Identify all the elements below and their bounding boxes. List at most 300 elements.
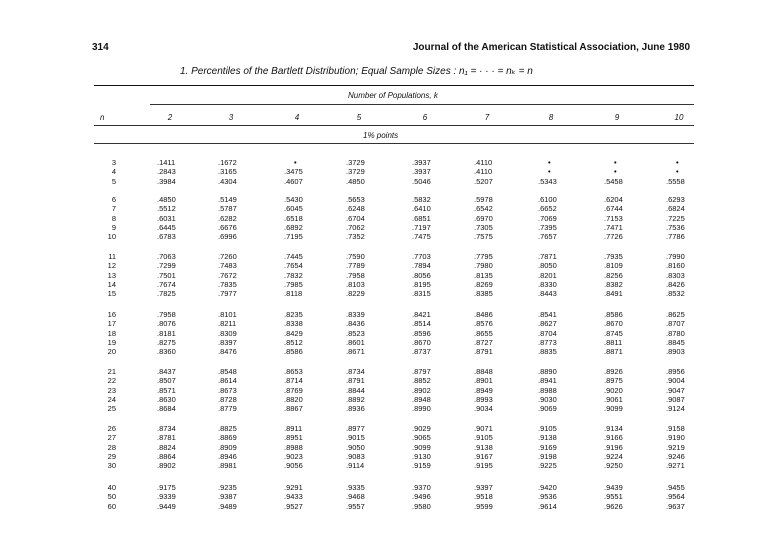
table-cell: .8704 [538,328,557,338]
table-cell: .8734 [346,367,365,376]
table-cell: .8670 [412,337,431,347]
table-cell: .8103 [346,279,365,289]
table-cell: .6744 [604,204,623,214]
table-cell: .8056 [412,270,431,280]
table-cell: .8181 [157,328,176,338]
table-cell: .7069 [538,213,557,223]
table-cell: .8791 [346,376,365,386]
table-cell: .7825 [157,289,176,299]
table-cell: .9225 [538,461,557,471]
table-cell: .8385 [474,289,493,299]
column-header-k-4: 4 [294,113,300,122]
table-cell: .8975 [604,376,623,386]
table-cell: .3984 [157,176,176,186]
table-cell: .9029 [412,424,431,433]
table-cell: .8596 [412,328,431,338]
superheader-rule [150,104,694,105]
table-cell: .7726 [604,232,623,242]
table-cell: .6282 [218,213,237,223]
table-cell: .8781 [157,433,176,443]
row-n-label: 8 [111,213,116,223]
column-header-k-10: 10 [674,113,684,122]
table-cell: .6410 [412,204,431,214]
table-cell: .9056 [284,461,303,471]
table-cell: .9557 [346,501,365,511]
table-cell: .5978 [474,195,493,204]
table-cell: .8824 [157,442,176,452]
table-cell: • [676,167,679,177]
table-cell: .8845 [666,337,685,347]
table-cell: .9030 [538,394,557,404]
table-cell: .8956 [666,367,685,376]
row-n-label: 18 [107,328,116,338]
section-subheader: 1% points [363,131,399,140]
table-cell: .8523 [346,328,365,338]
table-cell: .8476 [218,347,237,357]
row-n-label: 20 [107,347,116,357]
table-cell: .7471 [604,222,623,232]
table-caption: 1. Percentiles of the Bartlett Distribution; Equal Sample Sizes : n₁ = · · · = nₖ = n [180,66,533,77]
table-cell: .9050 [346,442,365,452]
table-cell: .8507 [157,376,176,386]
table-cell: .9020 [604,385,623,395]
table-cell: .9496 [412,492,431,502]
table-cell: .8988 [284,442,303,452]
table-cell: .9166 [604,433,623,443]
table-cell: .8993 [474,394,493,404]
table-cell: .9518 [474,492,493,502]
table-cell: .2843 [157,167,176,177]
table-cell: .7674 [157,279,176,289]
table-cell: .9370 [412,483,431,492]
table-cell: .9564 [666,492,685,502]
table-cell: .9099 [412,442,431,452]
table-cell: .9614 [538,501,557,511]
table-cell: .8655 [474,328,493,338]
table-cell: .9004 [666,376,685,386]
table-cell: .9291 [284,483,303,492]
table-cell: .7195 [284,232,303,242]
table-cell: .8135 [474,270,493,280]
table-cell: .5512 [157,204,176,214]
row-n-label: 10 [107,232,116,242]
table-cell: .8684 [157,404,176,414]
table-cell: .8949 [474,385,493,395]
table-cell: .8601 [346,337,365,347]
table-cell: .6100 [538,195,557,204]
table-cell: .6518 [284,213,303,223]
table-cell: .8541 [538,310,557,319]
table-cell: .9335 [346,483,365,492]
row-n-label: 17 [107,319,116,329]
table-cell: .9420 [538,483,557,492]
table-cell: .8714 [284,376,303,386]
table-cell: .5832 [412,195,431,204]
table-cell: .5343 [538,176,557,186]
table-cell: .8437 [157,367,176,376]
table-cell: .9130 [412,451,431,461]
table-cell: .8773 [538,337,557,347]
table-cell: • [548,167,551,177]
table-cell: .8769 [284,385,303,395]
table-cell: .9071 [474,424,493,433]
table-cell: .8848 [474,367,493,376]
table-top-rule [94,85,694,86]
column-header-k-8: 8 [548,113,554,122]
table-cell: .3937 [412,167,431,177]
table-cell: .6204 [604,195,623,204]
table-cell: .7590 [346,252,365,261]
table-cell: .8614 [218,376,237,386]
table-cell: .8576 [474,319,493,329]
table-cell: .8653 [284,367,303,376]
table-cell: .8360 [157,347,176,357]
row-n-label: 50 [107,492,116,502]
table-cell: .3729 [346,167,365,177]
table-cell: .7894 [412,261,431,271]
table-cell: .8890 [538,367,557,376]
table-cell: .9489 [218,501,237,511]
table-cell: .9449 [157,501,176,511]
table-cell: .8779 [218,404,237,414]
table-cell: .9626 [604,501,623,511]
table-cell: .9536 [538,492,557,502]
table-cell: .9047 [666,385,685,395]
table-cell: .3729 [346,158,365,167]
table-cell: .4110 [474,167,493,177]
row-n-label: 19 [107,337,116,347]
table-cell: .8852 [412,376,431,386]
table-cell: .8797 [412,367,431,376]
table-cell: .7260 [218,252,237,261]
table-cell: .5653 [346,195,365,204]
table-cell: .8926 [604,367,623,376]
table-cell: .7977 [218,289,237,299]
table-cell: .8421 [412,310,431,319]
row-n-label: 12 [107,261,116,271]
table-cell: .7958 [157,310,176,319]
table-cell: .7395 [538,222,557,232]
table-cell: .7445 [284,252,303,261]
table-cell: .9061 [604,394,623,404]
table-cell: .9250 [604,461,623,471]
table-cell: .8867 [284,404,303,414]
table-cell: .9069 [538,404,557,414]
table-cell: .8338 [284,319,303,329]
row-n-label: 15 [107,289,116,299]
table-cell: .6704 [346,213,365,223]
table-cell: .5207 [474,176,493,186]
table-cell: .8871 [604,347,623,357]
table-cell: .7835 [218,279,237,289]
table-cell: .6824 [666,204,685,214]
table-cell: .8728 [218,394,237,404]
table-cell: .7672 [218,270,237,280]
row-n-label: 16 [107,310,116,319]
table-cell: .8201 [538,270,557,280]
table-cell: .8050 [538,261,557,271]
table-cell: .4850 [346,176,365,186]
table-cell: .7990 [666,252,685,261]
table-cell: .7654 [284,261,303,271]
table-cell: .6293 [666,195,685,204]
table-cell: .7352 [346,232,365,242]
table-cell: .5149 [218,195,237,204]
table-cell: .8977 [346,424,365,433]
table-cell: .9134 [604,424,623,433]
table-cell: .9159 [412,461,431,471]
table-cell: .9034 [474,404,493,414]
table-cell: .8309 [218,328,237,338]
row-n-label: 22 [107,376,116,386]
table-cell: .9175 [157,483,176,492]
table-cell: .8745 [604,328,623,338]
table-cell: .7935 [604,252,623,261]
table-cell: .8229 [346,289,365,299]
column-header-k-5: 5 [356,113,362,122]
table-cell: .9599 [474,501,493,511]
table-cell: .8911 [284,424,303,433]
table-cell: .8835 [538,347,557,357]
table-cell: .8727 [474,337,493,347]
table-cell: .8707 [666,319,685,329]
page-number: 314 [92,42,109,53]
table-cell: .5558 [666,176,685,186]
table-cell: .9439 [604,483,623,492]
table-cell: .9580 [412,501,431,511]
table-cell: .9433 [284,492,303,502]
table-cell: .3165 [218,167,237,177]
column-header-k-9: 9 [614,113,620,122]
table-cell: .8256 [604,270,623,280]
table-cell: .8864 [157,451,176,461]
table-cell: .8397 [218,337,237,347]
table-cell: .7789 [346,261,365,271]
table-cell: .8303 [666,270,685,280]
table-cell: .5458 [604,176,623,186]
table-cell: .9015 [346,433,365,443]
table-cell: .5430 [284,195,303,204]
table-cell: .9114 [346,461,365,471]
table-cell: .8514 [412,319,431,329]
table-cell: .9387 [218,492,237,502]
table-cell: .9105 [538,424,557,433]
table-cell: .5046 [412,176,431,186]
table-cell: .8671 [346,347,365,357]
table-cell: .9397 [474,483,493,492]
table-cell: .7958 [346,270,365,280]
table-cell: .7501 [157,270,176,280]
table-cell: .7575 [474,232,493,242]
table-cell: .8820 [284,394,303,404]
table-cell: .8936 [346,404,365,414]
subheader-rule [94,143,694,144]
table-cell: • [614,167,617,177]
table-cell: .8426 [666,279,685,289]
row-n-label: 40 [107,483,116,492]
column-superheader: Number of Populations, k [348,91,438,100]
table-cell: .9195 [474,461,493,471]
table-cell: .9138 [538,433,557,443]
table-cell: .8988 [538,385,557,395]
table-cell: .8946 [218,451,237,461]
row-n-label: 5 [111,176,116,186]
row-n-label: 23 [107,385,116,395]
table-cell: .7197 [412,222,431,232]
n-column-header: n [100,113,105,122]
table-cell: .8734 [157,424,176,433]
table-cell: .7795 [474,252,493,261]
table-cell: .8118 [284,289,303,299]
table-cell: .8269 [474,279,493,289]
row-n-label: 26 [107,424,116,433]
table-cell: .8990 [412,404,431,414]
table-cell: .9271 [666,461,685,471]
table-cell: .9158 [666,424,685,433]
table-cell: .6996 [218,232,237,242]
table-cell: .8486 [474,310,493,319]
table-cell: .7703 [412,252,431,261]
table-cell: .9224 [604,451,623,461]
table-cell: .9551 [604,492,623,502]
row-n-label: 3 [111,158,116,167]
table-cell: .8315 [412,289,431,299]
table-cell: .7871 [538,252,557,261]
table-cell: .9196 [604,442,623,452]
table-cell: .8902 [412,385,431,395]
row-n-label: 13 [107,270,116,280]
row-n-label: 24 [107,394,116,404]
table-cell: .9527 [284,501,303,511]
table-cell: .9468 [346,492,365,502]
table-cell: .8780 [666,328,685,338]
table-cell: .8586 [604,310,623,319]
table-cell: .8382 [604,279,623,289]
row-n-label: 29 [107,451,116,461]
row-n-label: 14 [107,279,116,289]
table-cell: .6783 [157,232,176,242]
table-cell: .6676 [218,222,237,232]
table-cell: .9455 [666,483,685,492]
row-n-label: 60 [107,501,116,511]
table-cell: .9167 [474,451,493,461]
table-cell: .8109 [604,261,623,271]
table-cell: .1411 [157,158,176,167]
table-cell: .7657 [538,232,557,242]
table-cell: .6031 [157,213,176,223]
table-cell: .8951 [284,433,303,443]
table-cell: .8339 [346,310,365,319]
table-cell: .8101 [218,310,237,319]
table-cell: .8791 [474,347,493,357]
table-cell: .7299 [157,261,176,271]
table-cell: .4850 [157,195,176,204]
table-cell: .6045 [284,204,303,214]
table-cell: .8981 [218,461,237,471]
table-cell: .8941 [538,376,557,386]
table-cell: .7980 [474,261,493,271]
table-cell: .9246 [666,451,685,461]
table-cell: .8586 [284,347,303,357]
table-cell: .8901 [474,376,493,386]
table-cell: .7832 [284,270,303,280]
table-cell: .9087 [666,394,685,404]
table-cell: .8491 [604,289,623,299]
table-cell: .8429 [284,328,303,338]
table-cell: .8275 [157,337,176,347]
table-cell: .8211 [218,319,237,329]
table-cell: .7305 [474,222,493,232]
table-cell: .9637 [666,501,685,511]
row-n-label: 30 [107,461,116,471]
table-cell: .7153 [604,213,623,223]
table-cell: .6970 [474,213,493,223]
table-cell: .9023 [284,451,303,461]
table-cell: .1672 [218,158,237,167]
table-cell: .8436 [346,319,365,329]
table-cell: .8571 [157,385,176,395]
header-bottom-rule [94,125,694,126]
table-cell: .8443 [538,289,557,299]
table-cell: .8532 [666,289,685,299]
row-n-label: 21 [107,367,116,376]
table-cell: .8673 [218,385,237,395]
table-cell: .7536 [666,222,685,232]
table-cell: .8948 [412,394,431,404]
column-header-k-3: 3 [228,113,234,122]
table-cell: .8869 [218,433,237,443]
column-header-k-2: 2 [167,113,173,122]
table-cell: .9190 [666,433,685,443]
table-cell: .8825 [218,424,237,433]
table-cell: .6542 [474,204,493,214]
table-cell: .6445 [157,222,176,232]
table-cell: .9105 [474,433,493,443]
table-cell: .4304 [218,176,237,186]
table-cell: .8235 [284,310,303,319]
table-cell: .8548 [218,367,237,376]
table-cell: .9124 [666,404,685,414]
row-n-label: 6 [111,195,116,204]
table-cell: .9198 [538,451,557,461]
column-header-k-7: 7 [484,113,490,122]
table-cell: .7483 [218,261,237,271]
table-cell: .8811 [604,337,623,347]
table-cell: .8625 [666,310,685,319]
table-cell: .6892 [284,222,303,232]
table-cell: .9219 [666,442,685,452]
column-header-k-6: 6 [422,113,428,122]
table-cell: • [294,158,297,167]
table-cell: .8909 [218,442,237,452]
table-cell: .7985 [284,279,303,289]
table-cell: .8195 [412,279,431,289]
row-n-label: 4 [111,167,116,177]
table-cell: .9339 [157,492,176,502]
table-cell: .3937 [412,158,431,167]
table-cell: .8903 [666,347,685,357]
row-n-label: 11 [108,252,116,261]
table-cell: .4110 [474,158,493,167]
table-cell: .8670 [604,319,623,329]
table-cell: .8892 [346,394,365,404]
row-n-label: 25 [107,404,116,414]
table-cell: .9065 [412,433,431,443]
table-cell: .6851 [412,213,431,223]
table-cell: .7475 [412,232,431,242]
table-cell: .8844 [346,385,365,395]
table-cell: .8160 [666,261,685,271]
